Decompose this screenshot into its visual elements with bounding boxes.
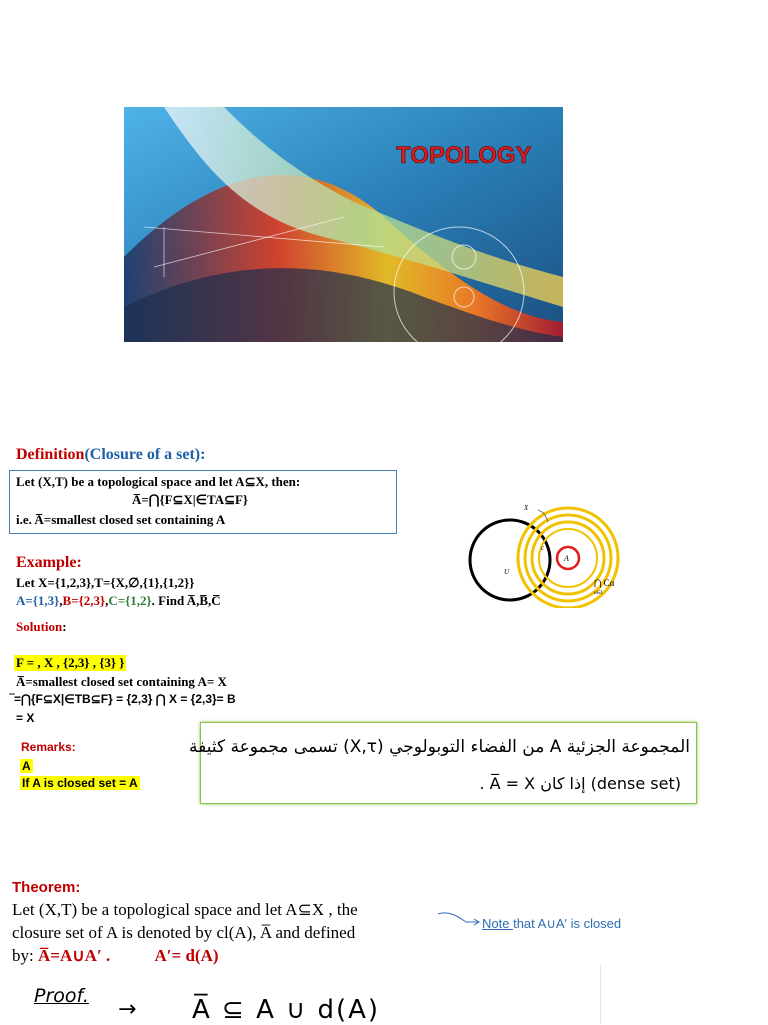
proof-formula: A̅ ⊆ A ∪ d(A): [192, 995, 381, 1025]
note-arrow-icon: [436, 908, 482, 930]
example-set-b: B={2,3}: [62, 593, 106, 608]
proof-arrow-icon: →: [118, 997, 137, 1022]
theorem-derived-set: A′= d(A): [154, 946, 219, 965]
example-heading: Example:: [16, 554, 82, 571]
solution-b-line: ‾=⋂{F⊆X|∈TB⊆F} = {2,3} ⋂ X = {2,3}= B: [10, 692, 236, 706]
definition-line2: A̅=⋂{F⊆X|∈TA⊆F}: [132, 492, 249, 507]
proof-label: Proof.: [34, 985, 89, 1007]
dense-set-line2: (dense set) إذا كان A̅ = X .: [479, 774, 681, 793]
solution-abar-line: A̅=smallest closed set containing A= X: [16, 674, 227, 689]
banner-title: TOPOLOGY: [396, 142, 532, 169]
diagram-label-c: c: [541, 544, 545, 552]
topology-banner: [124, 107, 563, 342]
definition-line1: Let (X,T) be a topological space and let A⊆X, then:: [16, 474, 301, 489]
solution-f-line: F = , X , {2,3} , {3} }: [16, 655, 125, 670]
example-set-c: C={1,2}: [108, 593, 152, 608]
example-tail: . Find A̅,B̅,C̅: [151, 593, 221, 608]
diagram-label-cap: ⋂ Cα: [594, 578, 615, 588]
definition-line3: i.e. A̅=smallest closed set containing A: [16, 512, 226, 527]
theorem-heading: Theorem:: [12, 879, 81, 896]
example-set-a: A={1,3}: [16, 593, 60, 608]
remarks-closed: If A is closed set = A: [22, 776, 138, 790]
remarks-heading: Remarks:: [21, 740, 76, 754]
solution-x-line: = X: [16, 711, 35, 725]
example-line2: A={1,3},B={2,3},C={1,2}. Find A̅,B̅,C̅: [16, 593, 221, 608]
dense-set-line1: المجموعة الجزئية A من الفضاء التوبولوجي (X,τ) تسمى مجموعة كثيفة: [188, 737, 690, 757]
diagram-label-sub: α∈I: [594, 591, 603, 596]
remarks-a: A: [22, 759, 31, 773]
solution-heading: Solution:: [16, 619, 67, 634]
theorem-formula: A̅=A∪A′ .: [37, 946, 111, 965]
diagram-label-u: U: [504, 568, 510, 576]
theorem-line3: by: A̅=A∪A′ . A′= d(A): [12, 946, 219, 965]
banner-image: [124, 107, 563, 342]
example-line1: Let X={1,2,3},T={X,∅,{1},{1,2}}: [16, 575, 195, 590]
diagram-label-x: X: [524, 504, 529, 512]
note-text: Note that A∪A′ is closed: [482, 916, 622, 931]
theorem-line2: closure set of A is denoted by cl(A), A̅ and defined: [12, 923, 356, 942]
theorem-line1: Let (X,T) be a topological space and let A⊆X , the: [12, 900, 358, 919]
definition-heading: Definition(Closure of a set):: [16, 446, 206, 463]
diagram-label-a: A: [564, 554, 569, 563]
closure-diagram: [460, 498, 640, 608]
divider: [600, 965, 601, 1024]
